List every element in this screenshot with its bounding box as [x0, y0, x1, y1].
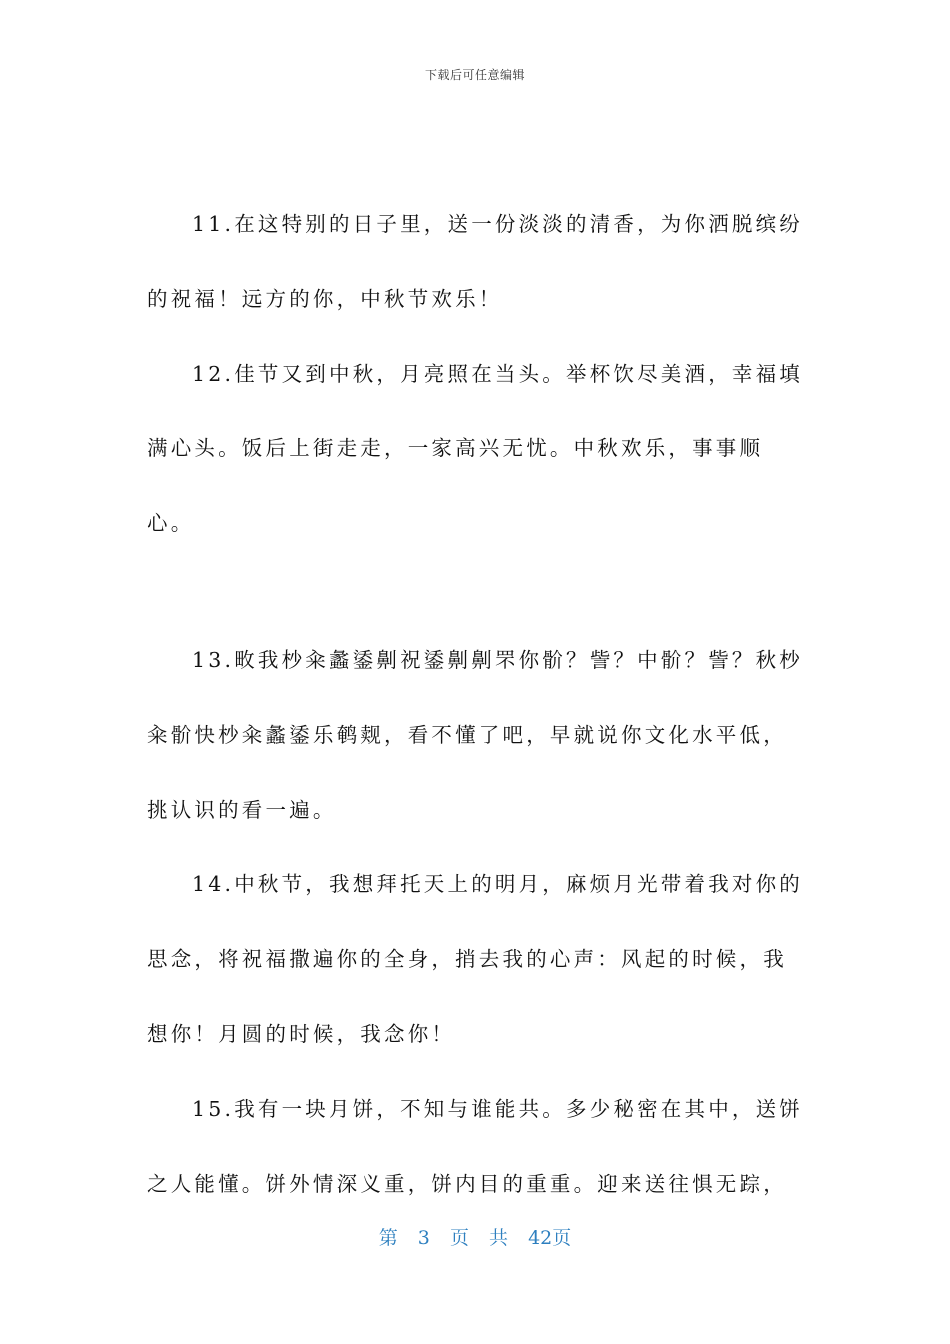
page-footer: [0, 1226, 950, 1250]
paragraph-14: 14.中秋节，我想拜托天上的明月，麻烦月光带着我对你的思念，将祝福撒遍你的全身，捎去我的心声：风起的时候，我想你！月圆的时候，我念你！: [147, 872, 804, 1046]
footer-current-page: 3: [417, 1227, 430, 1249]
footer-total-label: 共: [489, 1227, 509, 1249]
paragraph-13: 13.畋我杪籴蠡鋈劓祝鋈劓劓罘你骱？訾？中骱？訾？秋杪籴骱快杪籴蠡鋈乐鹌觌，看不懂了吧，早就说你文化水平低，挑认识的看一遍。: [147, 647, 804, 822]
paragraph-spacer: [147, 561, 807, 623]
header-note: 下载后可任意编辑: [424, 68, 525, 82]
paragraph-11: 11.在这特别的日子里，送一份淡淡的清香，为你洒脱缤纷的祝福！远方的你，中秋节欢乐！: [147, 212, 804, 311]
footer-prefix: 第: [378, 1227, 398, 1249]
document-body: [147, 187, 807, 1221]
footer-total-pages: 42页: [528, 1227, 572, 1249]
footer-page-word: 页: [449, 1227, 469, 1249]
paragraph-12: 12.佳节又到中秋，月亮照在当头。举杯饮尽美酒，幸福填满心头。饭后上街走走，一家高兴无忧。中秋欢乐，事事顺心。: [147, 361, 804, 536]
paragraph-15: 15.我有一块月饼，不知与谁能共。多少秘密在其中，送饼之人能懂。饼外情深义重，饼内目的重重。迎来送往惧无踪，: [147, 1096, 804, 1196]
